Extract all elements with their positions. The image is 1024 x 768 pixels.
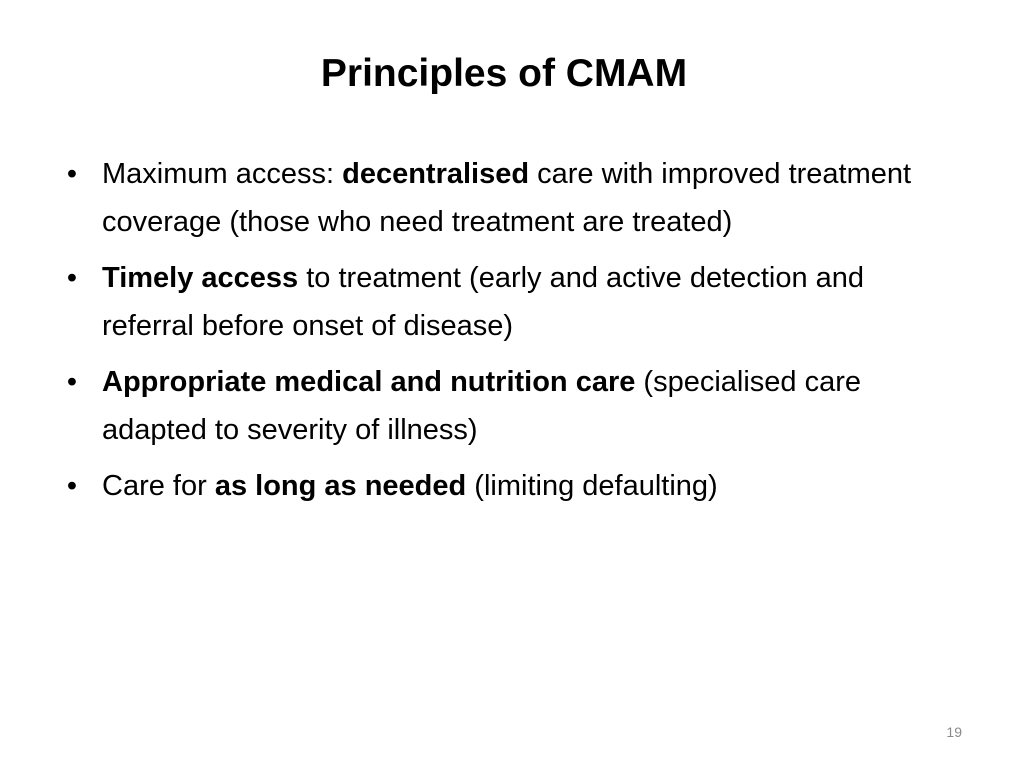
bullet-list: [62, 150, 962, 518]
bullet-text-emphasis: Timely access: [102, 262, 299, 294]
bullet-text-suffix: to treatment (early and active detection and referral before onset of disease): [102, 262, 865, 342]
bullet-icon: •: [66, 262, 78, 294]
bullet-text-prefix: Care for: [102, 470, 215, 502]
bullet-icon: •: [66, 158, 78, 190]
slide-number: 19: [946, 724, 962, 740]
bullet-text-emphasis: decentralised: [342, 158, 530, 190]
bullet-text-prefix: Maximum access:: [102, 158, 343, 190]
slide-title: Principles of CMAM: [320, 52, 688, 95]
bullet-text-suffix: (limiting defaulting): [466, 470, 718, 502]
bullet-text-suffix: care with improved treatment coverage (those who need treatment are treated): [102, 158, 912, 238]
bullet-icon: •: [66, 470, 78, 502]
bullet-text-emphasis: Appropriate medical and nutrition care: [102, 366, 636, 398]
bullet-item-care-duration: [62, 462, 962, 510]
bullet-item-maximum-access: [62, 150, 962, 246]
bullet-item-appropriate-care: [62, 358, 962, 454]
bullet-icon: •: [66, 366, 78, 398]
bullet-text-emphasis: as long as needed: [214, 470, 467, 502]
bullet-text-suffix: (specialised care adapted to severity of illness): [102, 366, 862, 446]
bullet-item-timely-access: [62, 254, 962, 350]
